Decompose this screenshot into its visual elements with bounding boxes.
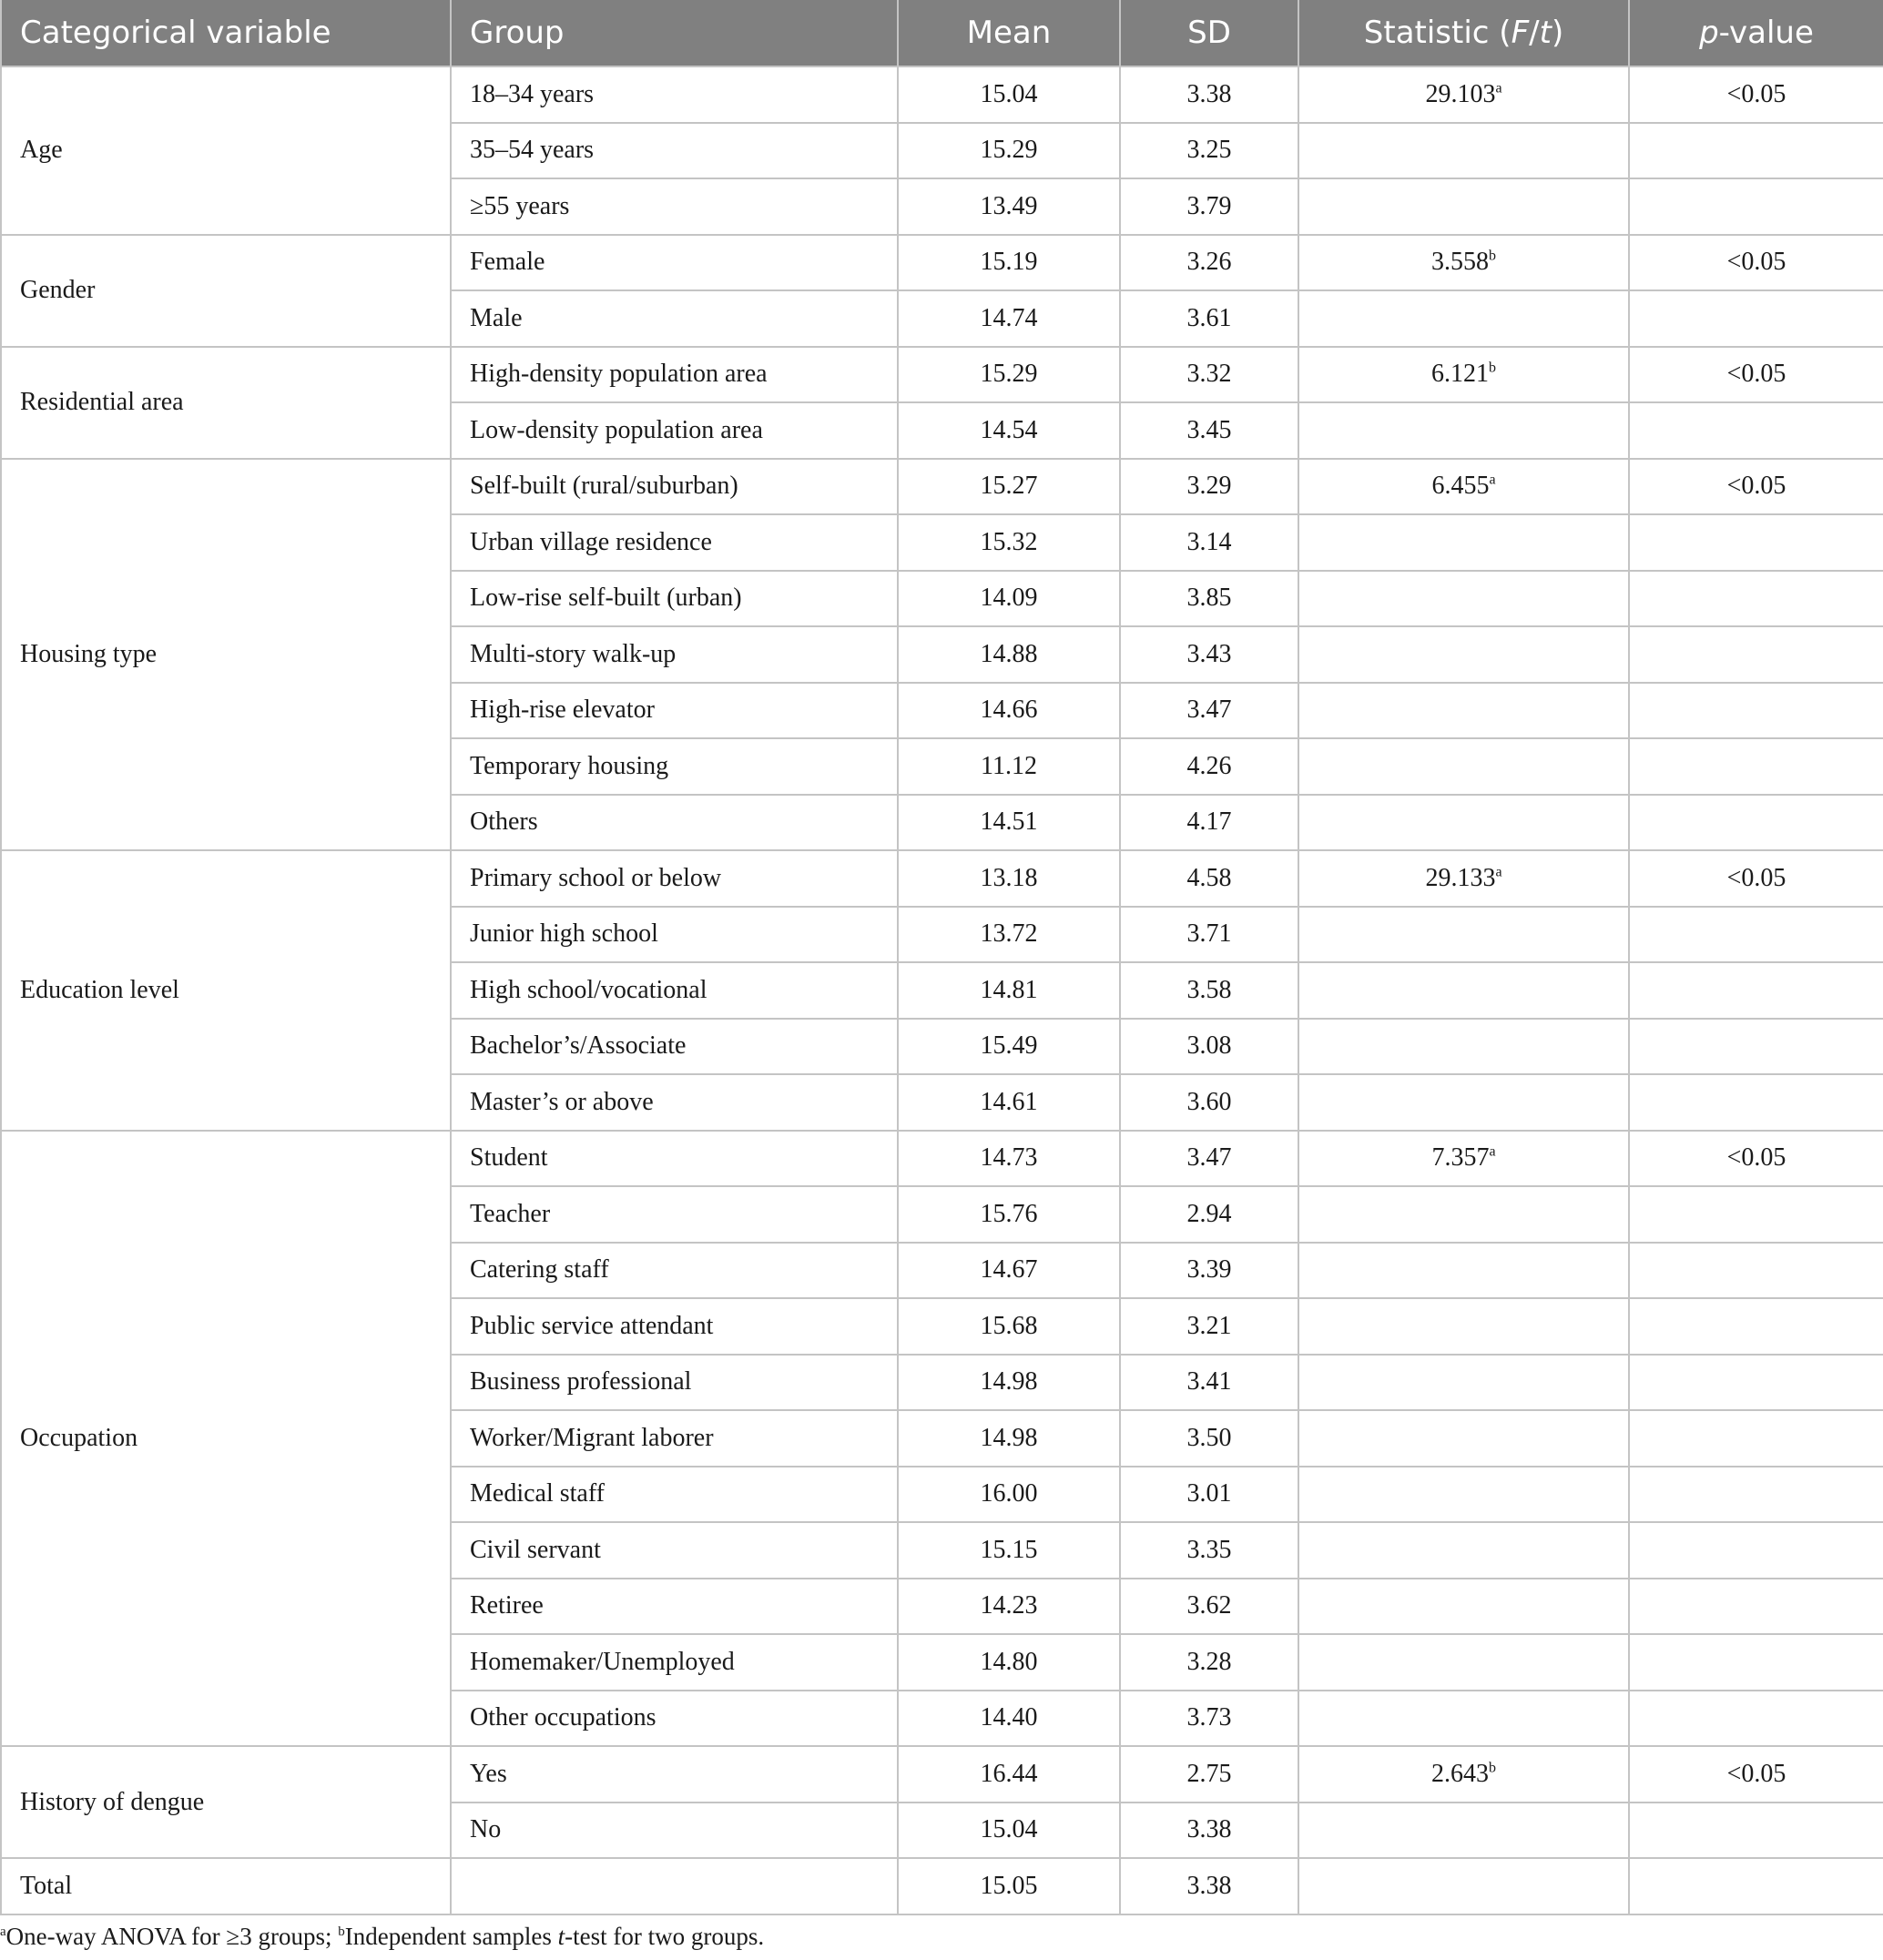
statistic-cell xyxy=(1298,1579,1629,1635)
header-row xyxy=(1,0,1883,66)
mean-cell: 15.04 xyxy=(898,1803,1120,1859)
group-cell: Other occupations xyxy=(451,1691,898,1747)
mean-cell: 14.09 xyxy=(898,571,1120,627)
p-value-cell: <0.05 xyxy=(1629,66,1883,123)
table-row xyxy=(1,235,1883,291)
header-group: Group xyxy=(451,0,898,66)
p-value-cell xyxy=(1629,1467,1883,1523)
statistic-cell xyxy=(1298,1803,1629,1859)
sd-cell: 3.58 xyxy=(1120,962,1298,1019)
statistic-cell xyxy=(1298,347,1629,403)
sd-cell: 4.17 xyxy=(1120,795,1298,851)
sd-cell: 3.47 xyxy=(1120,1131,1298,1187)
mean-cell: 14.61 xyxy=(898,1074,1120,1131)
sd-cell: 3.43 xyxy=(1120,626,1298,683)
sd-cell: 4.26 xyxy=(1120,738,1298,795)
group-cell: Teacher xyxy=(451,1186,898,1243)
header-p-value xyxy=(1629,0,1883,66)
header-p: p xyxy=(1699,15,1719,51)
statistic-cell xyxy=(1298,1243,1629,1299)
statistic-cell xyxy=(1298,1019,1629,1075)
sd-cell: 3.38 xyxy=(1120,66,1298,123)
statistic-cell xyxy=(1298,571,1629,627)
statistic-cell xyxy=(1298,626,1629,683)
footnote-b-italic: t xyxy=(557,1923,565,1950)
p-value-cell xyxy=(1629,514,1883,571)
p-value-cell xyxy=(1629,1298,1883,1355)
statistic-cell xyxy=(1298,123,1629,179)
statistic-test-mark: b xyxy=(1489,1760,1496,1776)
sd-cell: 3.28 xyxy=(1120,1634,1298,1691)
p-value-cell xyxy=(1629,290,1883,347)
statistic-cell xyxy=(1298,1691,1629,1747)
group-cell: Primary school or below xyxy=(451,850,898,907)
categorical-variable-cell: Gender xyxy=(1,235,451,347)
statistic-value: 3.558 xyxy=(1431,248,1489,277)
statistic-cell xyxy=(1298,1634,1629,1691)
p-value-cell xyxy=(1629,1522,1883,1579)
statistic-cell xyxy=(1298,850,1629,907)
statistic-value: 29.133 xyxy=(1425,863,1496,892)
p-value-cell xyxy=(1629,683,1883,739)
statistic-test-mark: a xyxy=(1495,80,1502,96)
statistic-cell xyxy=(1298,1746,1629,1803)
total-sd: 3.38 xyxy=(1120,1858,1298,1914)
statistic-test-mark: a xyxy=(1489,472,1496,488)
group-cell: Business professional xyxy=(451,1355,898,1411)
mean-cell: 14.98 xyxy=(898,1410,1120,1467)
categorical-variable-cell: Education level xyxy=(1,850,451,1131)
mean-cell: 15.32 xyxy=(898,514,1120,571)
p-value-cell xyxy=(1629,1691,1883,1747)
statistic-cell xyxy=(1298,66,1629,123)
statistic-value: 2.643 xyxy=(1431,1759,1489,1788)
p-value-cell xyxy=(1629,123,1883,179)
categorical-variable-cell: History of dengue xyxy=(1,1746,451,1858)
statistic-cell xyxy=(1298,1858,1629,1914)
statistic-value: 6.121 xyxy=(1431,360,1489,389)
footnote-a-mark: a xyxy=(0,1924,6,1939)
mean-cell: 14.81 xyxy=(898,962,1120,1019)
footnote-b-text: Independent samples xyxy=(344,1923,558,1950)
mean-cell: 14.40 xyxy=(898,1691,1120,1747)
group-cell: Female xyxy=(451,235,898,291)
p-value-cell xyxy=(1629,571,1883,627)
header-mean: Mean xyxy=(898,0,1120,66)
categorical-variable-cell: Housing type xyxy=(1,459,451,851)
table-body xyxy=(1,66,1883,1914)
statistic-cell xyxy=(1298,178,1629,235)
statistic-test-mark: b xyxy=(1489,360,1496,376)
group-cell: Yes xyxy=(451,1746,898,1803)
categorical-variable-cell: Occupation xyxy=(1,1131,451,1747)
mean-cell: 13.72 xyxy=(898,907,1120,963)
statistic-cell xyxy=(1298,1410,1629,1467)
sd-cell: 3.45 xyxy=(1120,402,1298,459)
mean-cell: 15.49 xyxy=(898,1019,1120,1075)
statistic-cell xyxy=(1298,1074,1629,1131)
group-cell: Low-density population area xyxy=(451,402,898,459)
header-statistic-suffix: ) xyxy=(1551,15,1564,51)
group-cell: High-rise elevator xyxy=(451,683,898,739)
group-cell: 18–34 years xyxy=(451,66,898,123)
group-cell: Public service attendant xyxy=(451,1298,898,1355)
sd-cell: 3.62 xyxy=(1120,1579,1298,1635)
table-row xyxy=(1,850,1883,907)
p-value-cell xyxy=(1629,402,1883,459)
p-value-cell: <0.05 xyxy=(1629,347,1883,403)
sd-cell: 4.58 xyxy=(1120,850,1298,907)
p-value-cell xyxy=(1629,1858,1883,1914)
mean-cell: 15.29 xyxy=(898,123,1120,179)
p-value-cell xyxy=(1629,962,1883,1019)
group-cell: Others xyxy=(451,795,898,851)
statistic-cell xyxy=(1298,1298,1629,1355)
statistic-cell xyxy=(1298,738,1629,795)
group-cell: Homemaker/Unemployed xyxy=(451,1634,898,1691)
total-mean: 15.05 xyxy=(898,1858,1120,1914)
sd-cell: 3.85 xyxy=(1120,571,1298,627)
mean-cell: 15.29 xyxy=(898,347,1120,403)
sd-cell: 3.21 xyxy=(1120,1298,1298,1355)
mean-cell: 15.19 xyxy=(898,235,1120,291)
mean-cell: 14.54 xyxy=(898,402,1120,459)
statistic-cell xyxy=(1298,1522,1629,1579)
sd-cell: 2.75 xyxy=(1120,1746,1298,1803)
mean-cell: 14.23 xyxy=(898,1579,1120,1635)
footnote-b-text-end: -test for two groups. xyxy=(565,1923,765,1950)
footnote xyxy=(0,1923,764,1951)
group-cell: Worker/Migrant laborer xyxy=(451,1410,898,1467)
p-value-cell xyxy=(1629,1019,1883,1075)
group-cell: No xyxy=(451,1803,898,1859)
p-value-cell: <0.05 xyxy=(1629,459,1883,515)
sd-cell: 3.50 xyxy=(1120,1410,1298,1467)
group-cell: 35–54 years xyxy=(451,123,898,179)
header-categorical-variable: Categorical variable xyxy=(1,0,451,66)
header-statistic-t: t xyxy=(1539,15,1552,51)
mean-cell: 15.04 xyxy=(898,66,1120,123)
p-value-cell xyxy=(1629,738,1883,795)
footnote-b-mark: b xyxy=(338,1924,345,1939)
p-value-cell xyxy=(1629,1803,1883,1859)
mean-cell: 14.88 xyxy=(898,626,1120,683)
group-cell: High school/vocational xyxy=(451,962,898,1019)
total-row xyxy=(1,1858,1883,1914)
mean-cell: 14.51 xyxy=(898,795,1120,851)
statistic-cell xyxy=(1298,962,1629,1019)
sd-cell: 3.14 xyxy=(1120,514,1298,571)
statistic-value: 7.357 xyxy=(1431,1143,1490,1173)
group-cell: Student xyxy=(451,1131,898,1187)
p-value-cell xyxy=(1629,907,1883,963)
statistic-test-mark: a xyxy=(1495,864,1502,880)
sd-cell: 3.01 xyxy=(1120,1467,1298,1523)
sd-cell: 3.25 xyxy=(1120,123,1298,179)
footnote-a-text: One-way ANOVA for ≥3 groups; xyxy=(5,1923,339,1950)
p-value-cell xyxy=(1629,1243,1883,1299)
mean-cell: 14.98 xyxy=(898,1355,1120,1411)
group-cell: Catering staff xyxy=(451,1243,898,1299)
mean-cell: 14.67 xyxy=(898,1243,1120,1299)
p-value-cell: <0.05 xyxy=(1629,850,1883,907)
group-cell: Self-built (rural/suburban) xyxy=(451,459,898,515)
statistic-cell xyxy=(1298,235,1629,291)
p-value-cell xyxy=(1629,1410,1883,1467)
statistic-cell xyxy=(1298,290,1629,347)
sd-cell: 3.35 xyxy=(1120,1522,1298,1579)
statistic-cell xyxy=(1298,402,1629,459)
mean-cell: 15.68 xyxy=(898,1298,1120,1355)
header-statistic-sep: / xyxy=(1529,15,1540,51)
header-statistic xyxy=(1298,0,1629,66)
mean-cell: 16.00 xyxy=(898,1467,1120,1523)
p-value-cell: <0.05 xyxy=(1629,1746,1883,1803)
sd-cell: 3.71 xyxy=(1120,907,1298,963)
sd-cell: 3.26 xyxy=(1120,235,1298,291)
mean-cell: 16.44 xyxy=(898,1746,1120,1803)
mean-cell: 13.49 xyxy=(898,178,1120,235)
p-value-cell xyxy=(1629,1074,1883,1131)
sd-cell: 2.94 xyxy=(1120,1186,1298,1243)
mean-cell: 15.15 xyxy=(898,1522,1120,1579)
statistic-test-mark: a xyxy=(1489,1143,1496,1160)
statistic-cell xyxy=(1298,907,1629,963)
table-row xyxy=(1,1746,1883,1803)
group-cell: High-density population area xyxy=(451,347,898,403)
table-row xyxy=(1,1131,1883,1187)
sd-cell: 3.61 xyxy=(1120,290,1298,347)
p-value-cell xyxy=(1629,1634,1883,1691)
statistic-cell xyxy=(1298,1355,1629,1411)
mean-cell: 11.12 xyxy=(898,738,1120,795)
statistic-cell xyxy=(1298,1186,1629,1243)
sd-cell: 3.73 xyxy=(1120,1691,1298,1747)
table-row xyxy=(1,66,1883,123)
group-cell xyxy=(451,1858,898,1914)
statistic-value: 6.455 xyxy=(1431,472,1490,501)
group-cell: Multi-story walk-up xyxy=(451,626,898,683)
sd-cell: 3.79 xyxy=(1120,178,1298,235)
group-cell: Junior high school xyxy=(451,907,898,963)
categorical-variable-cell: Residential area xyxy=(1,347,451,459)
header-statistic-f: F xyxy=(1511,15,1530,51)
statistic-cell xyxy=(1298,459,1629,515)
statistic-cell xyxy=(1298,683,1629,739)
group-cell: ≥55 years xyxy=(451,178,898,235)
p-value-cell xyxy=(1629,1355,1883,1411)
group-cell: Medical staff xyxy=(451,1467,898,1523)
header-statistic-prefix: Statistic ( xyxy=(1363,15,1511,51)
statistic-cell xyxy=(1298,1131,1629,1187)
sd-cell: 3.38 xyxy=(1120,1803,1298,1859)
sd-cell: 3.41 xyxy=(1120,1355,1298,1411)
p-value-cell xyxy=(1629,178,1883,235)
p-value-cell: <0.05 xyxy=(1629,235,1883,291)
mean-cell: 14.73 xyxy=(898,1131,1120,1187)
group-cell: Male xyxy=(451,290,898,347)
sd-cell: 3.29 xyxy=(1120,459,1298,515)
header-p-suffix: -value xyxy=(1718,15,1814,51)
total-label: Total xyxy=(1,1858,451,1914)
statistic-cell xyxy=(1298,514,1629,571)
mean-cell: 14.80 xyxy=(898,1634,1120,1691)
group-cell: Master’s or above xyxy=(451,1074,898,1131)
mean-cell: 14.74 xyxy=(898,290,1120,347)
p-value-cell xyxy=(1629,1186,1883,1243)
p-value-cell xyxy=(1629,1579,1883,1635)
p-value-cell: <0.05 xyxy=(1629,1131,1883,1187)
table-row xyxy=(1,459,1883,515)
group-cell: Civil servant xyxy=(451,1522,898,1579)
mean-cell: 15.27 xyxy=(898,459,1120,515)
p-value-cell xyxy=(1629,626,1883,683)
group-cell: Temporary housing xyxy=(451,738,898,795)
mean-cell: 15.76 xyxy=(898,1186,1120,1243)
statistic-test-mark: b xyxy=(1489,248,1496,264)
statistic-cell xyxy=(1298,1467,1629,1523)
categorical-variable-cell: Age xyxy=(1,66,451,235)
group-cell: Low-rise self-built (urban) xyxy=(451,571,898,627)
sd-cell: 3.39 xyxy=(1120,1243,1298,1299)
statistic-cell xyxy=(1298,795,1629,851)
p-value-cell xyxy=(1629,795,1883,851)
group-cell: Retiree xyxy=(451,1579,898,1635)
group-cell: Urban village residence xyxy=(451,514,898,571)
sd-cell: 3.47 xyxy=(1120,683,1298,739)
mean-cell: 13.18 xyxy=(898,850,1120,907)
table-row xyxy=(1,347,1883,403)
sd-cell: 3.32 xyxy=(1120,347,1298,403)
mean-cell: 14.66 xyxy=(898,683,1120,739)
sd-cell: 3.60 xyxy=(1120,1074,1298,1131)
sd-cell: 3.08 xyxy=(1120,1019,1298,1075)
group-cell: Bachelor’s/Associate xyxy=(451,1019,898,1075)
statistic-value: 29.103 xyxy=(1425,79,1496,108)
header-sd: SD xyxy=(1120,0,1298,66)
